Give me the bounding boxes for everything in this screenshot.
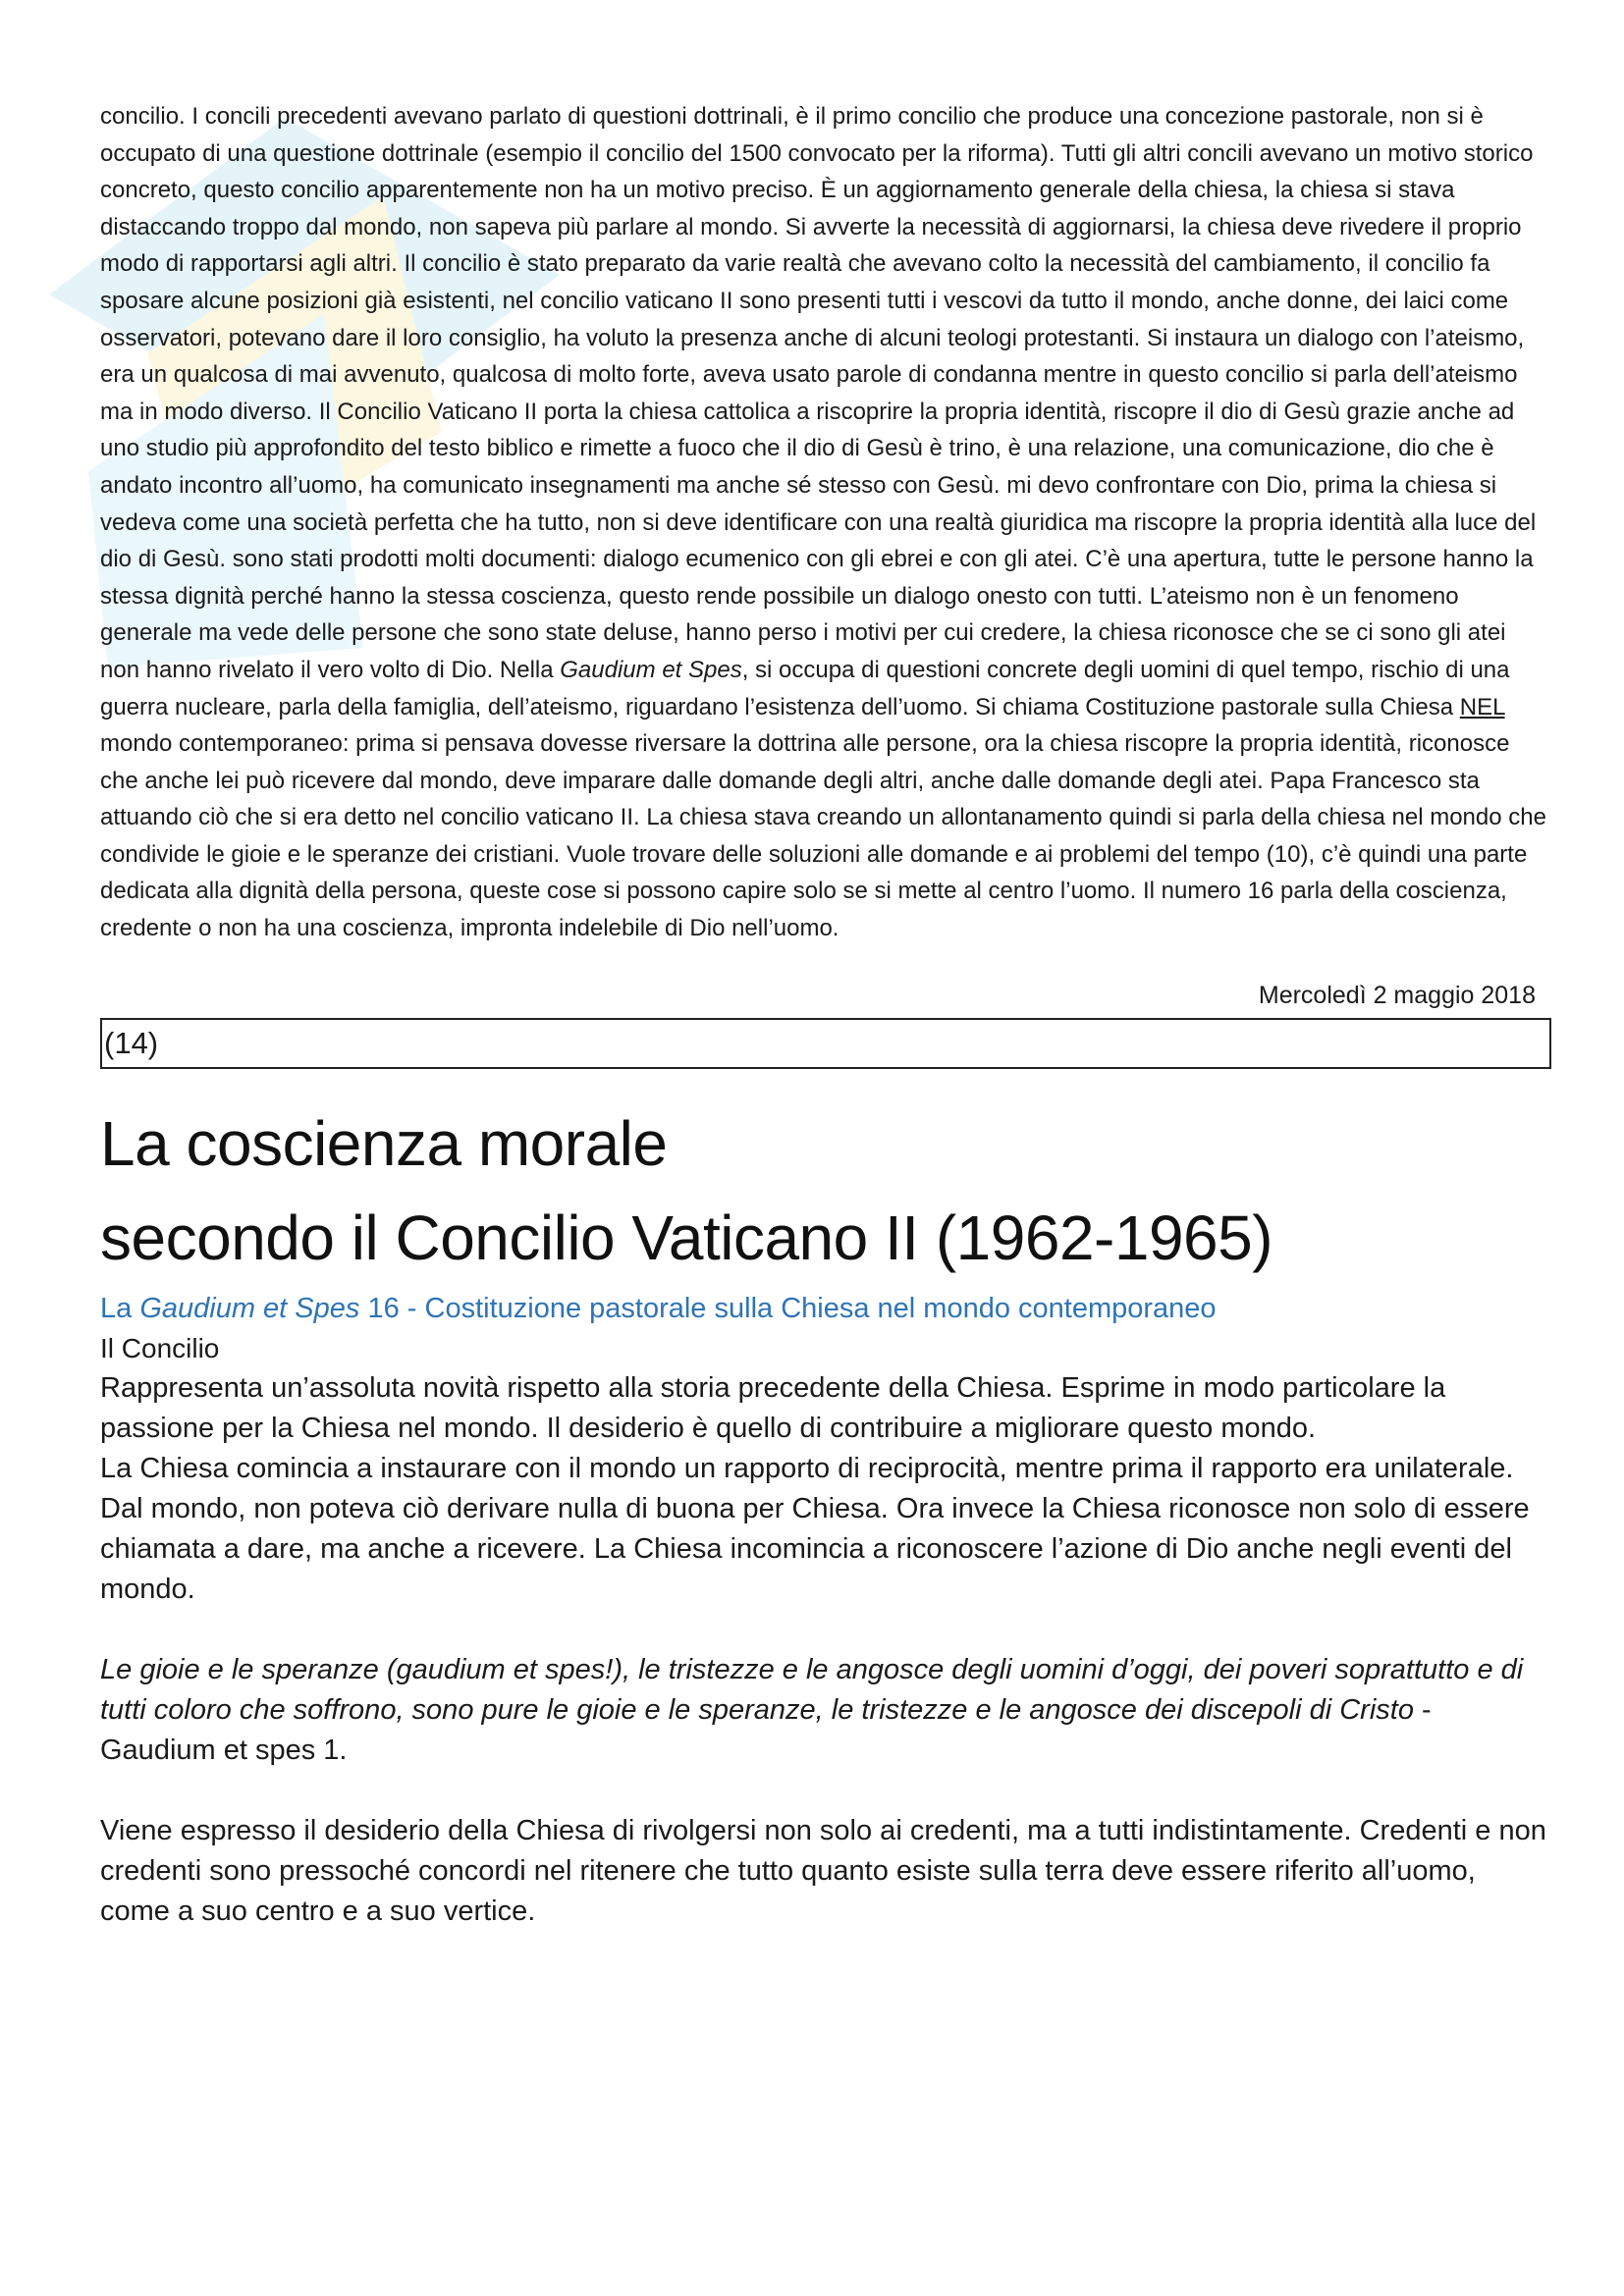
- intro-text: concilio. I concili precedenti avevano parlato di questioni dottrinali, è il primo concilio che produce una concezione pastorale, non si è occupato di una questione dottrinale (esempio il concilio del 1500 convocato per la riforma). Tutti gli altri concili avevano un motivo storico concreto, questo concilio apparentemente non ha un motivo preciso. È un aggiornamento generale della chiesa, la chiesa si stava distaccando troppo dal mondo, non sapeva più parlare al mondo. Si avverte la necessità di aggiornarsi, la chiesa deve rivedere il proprio modo di rapportarsi agli altri. Il concilio è stato preparato da varie realtà che avevano colto la necessità del cambiamento, il concilio fa sposare alcune posizioni già esistenti, nel concilio vaticano II sono presenti tutti i vescovi da tutto il mondo, anche donne, dei laici come osservatori, potevano dare il loro consiglio, ha voluto la presenza anche di alcuni teologi protestanti. Si instaura un dialogo con l’ateismo, era un qualcosa di mai avvenuto, qualcosa di molto forte, aveva usato parole di condanna mentre in questo concilio si parla dell’ateismo ma in modo diverso. Il Concilio Vaticano II porta la chiesa cattolica a riscoprire la propria identità, riscopre il dio di Gesù grazie anche ad uno studio più approfondito del testo biblico e rimette a fuoco che il dio di Gesù è trino, è una relazione, una comunicazione, dio che è andato incontro all’uomo, ha comunicato insegnamenti ma anche sé stesso con Gesù. mi devo confrontare con Dio, prima la chiesa si vedeva come una società perfetta che ha tutto, non si deve identificare con una realtà giuridica ma riscopre la propria identità alla luce del dio di Gesù. sono stati prodotti molti documenti: dialogo ecumenico con gli ebrei e con gli atei. C’è una apertura, tutte le persone hanno la stessa dignità perché hanno la stessa coscienza, questo rende possibile un dialogo onesto con tutti. L’ateismo non è un fenomeno generale ma vede delle persone che sono state deluse, hanno perso i motivi per cui credere, la chiesa riconosce che se ci sono gli atei non hanno rivelato il vero volto di Dio. Nella: [100, 103, 1537, 683]
- subtitle-pre: La: [100, 1292, 133, 1324]
- paragraph-1: Rappresenta un’assoluta novità rispetto alla storia precedente della Chiesa. Esprime in modo particolare la passione per la Chiesa nel mondo. Il desiderio è quello di contribuire a migliorare questo mondo.: [100, 1371, 1446, 1444]
- page-title: [100, 1096, 1551, 1285]
- subtitle-italic: Gaudium et Spes: [139, 1292, 360, 1324]
- title-line-2: secondo il Concilio Vaticano II (1962-1965): [100, 1201, 1273, 1273]
- paragraph-3: Viene espresso il desiderio della Chiesa di rivolgersi non solo ai credenti, ma a tutti indistintamente. Credenti e non credenti sono pressoché concordi nel ritenere che tutto quanto esiste sulla terra deve essere riferito all’uomo, come a suo centro e a suo vertice.: [100, 1814, 1546, 1927]
- intro-paragraph: [100, 98, 1551, 947]
- quote-source: - Gaudium et spes 1.: [100, 1693, 1432, 1766]
- intro-italic: Gaudium et Spes: [560, 656, 742, 683]
- intro-underlined: NEL: [1459, 693, 1505, 721]
- lesson-date: Mercoledì 2 maggio 2018: [1258, 981, 1536, 1009]
- quote-paragraph: [100, 1650, 1551, 1771]
- subtitle: [100, 1289, 1551, 1328]
- intro-text-3: mondo contemporaneo: prima si pensava dovesse riversare la dottrina alle persone, ora la chiesa riscopre la propria identità, riconosce che anche lei può ricevere dal mondo, deve imparare dalle domande degli altri, anche dalle domande degli atei. Papa Francesco sta attuando ciò che si era detto nel concilio vaticano II. La chiesa stava creando un allontanamento quindi si parla della chiesa nel mondo che condivide le gioie e le speranze dei cristiani. Vuole trovare delle soluzioni alle domande e ai problemi del tempo (10), c’è quindi una parte dedicata alla dignità della persona, queste cose si possono capire solo se si mette al centro l’uomo. Il numero 16 parla della coscienza, credente o non ha una coscienza, impronta indelebile di Dio nell’uomo.: [100, 730, 1546, 942]
- paragraph-2: La Chiesa comincia a instaurare con il mondo un rapporto di reciprocità, mentre prima il rapporto era unilaterale. Dal mondo, non poteva ciò derivare nulla di buona per Chiesa. Ora invece la Chiesa riconosce non solo di essere chiamata a dare, ma anche a ricevere. La Chiesa incomincia a riconoscere l’azione di Dio anche negli eventi del mondo.: [100, 1452, 1530, 1605]
- lesson-number-box: [100, 1018, 1551, 1069]
- subtitle-post: 16 - Costituzione pastorale sulla Chiesa nel mondo contemporaneo: [367, 1292, 1217, 1324]
- quote-text: Le gioie e le speranze (gaudium et spes!), le tristezze e le angosce degli uomini d’oggi, dei poveri soprattutto e di tutti coloro che soffrono, sono pure le gioie e le speranze, le tristezze e le angosce dei discepoli di Cristo: [100, 1653, 1524, 1726]
- lesson-number: (14): [104, 1025, 159, 1060]
- intro-text-2: , si occupa di questioni concrete degli uomini di quel tempo, rischio di una guerra nucleare, parla della famiglia, dell’ateismo, riguardano l’esistenza dell’uomo. Si chiama Costituzione pastorale sulla Chiesa: [100, 656, 1510, 721]
- document-page: [100, 98, 1551, 1932]
- section-heading: Il Concilio: [100, 1332, 220, 1363]
- title-line-1: La coscienza morale: [100, 1107, 668, 1179]
